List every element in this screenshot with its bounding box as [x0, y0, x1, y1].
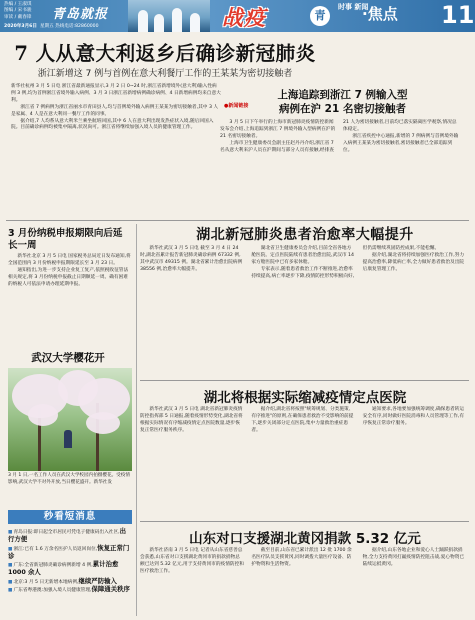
item-lead: 北京:	[13, 579, 25, 585]
medical-worker-figure	[154, 14, 164, 32]
newspaper-brand: 青岛就报	[52, 7, 109, 22]
section-focus: ·焦点	[362, 5, 398, 23]
lead-subheadline: 浙江新增这 7 例与首例在意大利餐厅工作的王某某为密切接触者	[37, 69, 293, 79]
section-divider	[140, 521, 469, 522]
list-item	[8, 561, 132, 577]
paragraph: 上海市卫生健康委员会副主任赵丹丹介绍,浙江省 7 名从意大利来沪人员在沪期间与部分人员有接触,经排查 21 人为密切接触者,目前均已落实隔离医学观察,情况总体稳定。	[220, 120, 457, 153]
feature-tag: 战疫	[222, 5, 266, 30]
date-label: 2020年3月6日	[4, 24, 37, 29]
paragraph: 新华社杭州 3 月 5 日电 浙江省最新通报显示,3 月 2 日 0~24 时,浙江省新增境外(意大利)输入性病例 3 例,均为首例浙江省境外输入病例、3 月 3 日浙江省新增病例确诊病例、4 日新增病例均来自意大利。	[11, 84, 221, 103]
paragraph: 专家表示,随着患者救治工作不断推进,治愈率持续提高,病亡率逐步下降,疫情防控形势积极向好,但仍需继续巩固防控成果,不能松懈。	[251, 246, 440, 279]
news-link-marker: ●新闻链接	[224, 103, 249, 109]
page-number: 11	[441, 1, 475, 29]
item-lead: 广东省粤港澳:	[13, 588, 44, 593]
square-bullet-icon: ■	[8, 588, 13, 593]
item-body: 3 月 5 日无新增本地病例,	[24, 579, 79, 585]
issue-date	[4, 23, 99, 29]
list-item	[8, 528, 132, 544]
item-highlight: 保障通关秩序	[91, 585, 130, 593]
masthead	[0, 0, 475, 32]
photo-headline: 武汉大学樱花开	[31, 352, 105, 364]
masthead-photo	[128, 0, 210, 32]
section-divider	[140, 380, 469, 381]
square-bullet-icon: ■	[8, 579, 13, 585]
item-highlight: 累计治愈 1000 余人	[8, 560, 119, 576]
paragraph: 截至目前,山东省已累计派出 12 批 1700 余名医疗队员支援黄冈,同时调拨大量医疗设备、防护物资和生活物资。	[251, 548, 352, 567]
shandong-donation-headline: 山东对口支援湖北黄冈捐款 5.32 亿元	[189, 531, 421, 547]
paragraph: 浙江省疾控中心通报,新增的 7 例病例与首例境外输入病例王某某为密切接触者,密切接触者已全部追踪到位。	[343, 133, 459, 153]
paragraph: 新华社武汉 3 月 5 日电 湖北省新冠肺炎疫情防控指挥部 5 日通报,随着疫情形势变化,湖北省将根据实际情况有序缩减疫情定点医院数量,逐步恢复正常医疗服务秩序。	[140, 407, 243, 433]
list-item	[8, 545, 132, 561]
item-highlight: 继续严防输入	[78, 576, 117, 585]
hubei-recovery-body	[140, 246, 467, 281]
brief-news-header: 秒看短消息	[8, 510, 132, 524]
hubei-hospitals-headline: 湖北将根据实际缩减疫情定点医院	[203, 390, 407, 406]
hubei-hospitals-body	[140, 407, 467, 435]
paragraph: 通知要求,各地要加强统筹调度,确保患者转运安全有序,同时做好医院消毒和人员管理等工作,有序恢复正常诊疗服务。	[362, 407, 465, 426]
photo-caption: 3 月 1 日,一名工作人员在武汉大学校园内拍摄樱花。受疫情影响,武汉大学不对外开放,当日樱花盛开。新华社发	[8, 473, 130, 485]
item-lead: 浙江:	[13, 546, 25, 552]
column-divider	[136, 224, 137, 616]
paragraph: 据介绍,山东各地企业和爱心人士踊跃捐款捐物,全力支持黄冈打赢疫情防控阻击战,爱心物资已陆续运抵黄冈。	[362, 548, 465, 567]
item-body: 加强入境人员健康管理,	[43, 588, 92, 593]
list-item	[8, 586, 132, 594]
headline-line: 上海追踪到浙江 7 例输入型	[277, 89, 408, 101]
square-bullet-icon: ■	[8, 563, 13, 568]
blossom-cluster	[86, 412, 120, 434]
tax-article-headline: 3 月份纳税申报期限向后延长一周	[8, 228, 123, 251]
item-body: 即日起全市居民可凭电子健康码出入社区,	[33, 530, 120, 535]
lead-article-body	[11, 84, 221, 132]
section-name: 时事 新闻	[338, 3, 369, 11]
paragraph: 新华社济南 3 月 5 日电 记者从山东省慈善总会获悉,山东省对口支援湖北黄冈市的捐款捐物总额已达到 5.32 亿元,用于支持黄冈市的疫情防控和医疗救治工作。	[140, 548, 244, 574]
newspaper-logo-icon: 青	[310, 6, 330, 26]
item-lead: 青岛日报:	[13, 530, 34, 535]
shanghai-headline	[235, 88, 450, 116]
square-bullet-icon: ■	[8, 546, 13, 552]
person-figure	[64, 430, 72, 448]
medical-worker-figure	[172, 8, 182, 32]
paragraph: 通知指出,为进一步支持企业复工复产,依照税收征管法相关规定,将 3 月份纳税申报截止日期顺延一周。确有困难的纳税人可依法申请办理延期申报。	[8, 267, 129, 287]
headline-line: 病例在沪 21 名密切接触者	[279, 103, 406, 115]
date-rest: 星期五 热线电话:82860000	[39, 24, 99, 29]
paragraph: 新华社武汉 3 月 5 日电 截至 3 月 4 日 24 时,湖北省累计报告新冠肺炎确诊病例 67332 例,其中武汉市 49315 例。湖北省累计治愈出院病例 38556 例,治愈率大幅提升。	[140, 246, 243, 272]
paragraph: 新华社北京 3 月 5 日电 国家税务总局近日发布通知,将全国范围内 3 月份纳税申报期限延长至 3 月 23 日。	[8, 254, 131, 266]
hubei-recovery-headline: 湖北新冠肺炎患者治愈率大幅提升	[196, 227, 414, 243]
section-divider	[6, 220, 469, 221]
cherry-blossom-photo	[8, 368, 132, 471]
credit-line: 图编 / 宋书骏	[4, 8, 32, 14]
lead-headline: 7 人从意大利返乡后确诊新冠肺炎	[14, 42, 316, 65]
shanghai-article-body	[220, 120, 460, 155]
paragraph: 据介绍,湖北省将按照"统筹规划、分类施策、有序推进"的原则,在确保患者救治不受影响的前提下,逐步关闭部分定点医院,集中力量救治重症患者。	[251, 407, 354, 433]
item-body: 已有 1.6 万余名医护人员返回岗位,	[24, 546, 98, 552]
item-highlight: 出行方便	[8, 527, 127, 543]
blossom-cluster	[28, 404, 58, 426]
paragraph: 据介绍,7 人均系从意大利米兰乘坐航班回国,其中 6 人在意大利出现发热症状入境,随后回国入院。目前确诊病例均被集中隔离,状况尚可。浙江省将继续加强入境人员的健康管理工作。	[11, 118, 214, 131]
brief-news-list	[8, 528, 132, 595]
medical-worker-figure	[190, 13, 200, 32]
square-bullet-icon: ■	[8, 530, 13, 535]
tax-article-body	[8, 254, 132, 289]
paragraph: 浙江省 7 例病例为浙江省丽水市青田县人,均与首例境外输入病例王某某为密切接触者,其中 3 人是家属、4 人是在意大利同一餐厅工作的同事。	[11, 104, 219, 117]
paragraph: 3 月 5 日下午举行的上海市新冠肺炎疫情防控新闻发布会介绍,上海追踪到浙江 7 例境外输入型病例在沪的 21 名密切接触者。	[220, 120, 336, 139]
credit-line: 审读 / 戴春锋	[4, 14, 32, 20]
shandong-donation-body	[140, 548, 467, 576]
item-highlight: 恢复正常门诊	[8, 543, 130, 560]
paragraph: 湖北省卫生健康委员会介绍,目前全省各地方舱医院、定点医院陆续有患者治愈出院,武汉市 14 家方舱医院中已有多家休舱。	[251, 246, 355, 265]
item-body: 全省新冠肺炎确诊病例新增 4 例,	[24, 563, 93, 568]
item-lead: 广东:	[13, 563, 25, 568]
medical-worker-figure	[138, 10, 148, 32]
credit-line: 热编 / 王淑琪	[4, 2, 32, 7]
paragraph: 据介绍,湖北省将持续加强医疗救治工作,努力提高治愈率,降低病亡率,全力做好患者救治及出院后康复管理工作。	[362, 252, 465, 272]
